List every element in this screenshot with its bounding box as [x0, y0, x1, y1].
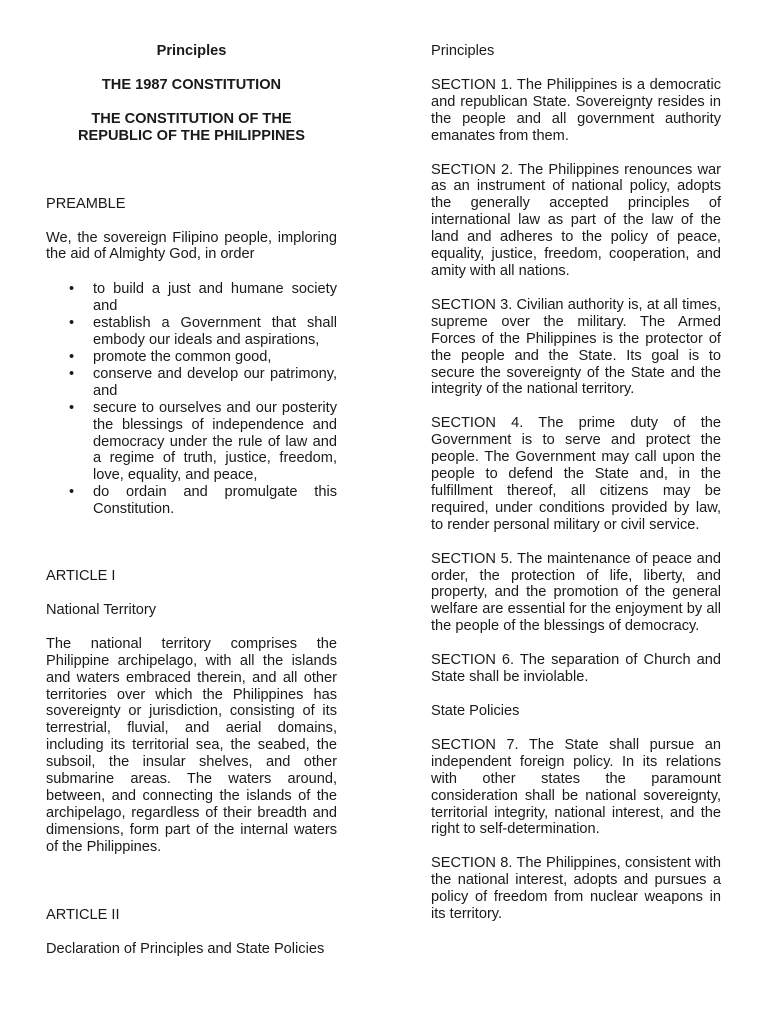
- section-7: SECTION 7. The State shall pursue an independent foreign policy. In its relations with other states the paramount consideration shall be national sovereignty, territorial integrity, national interest, and the right to self-determination.: [431, 736, 721, 838]
- list-item: [46, 366, 337, 400]
- article-1-title: National Territory: [46, 601, 157, 618]
- right-column: [431, 43, 721, 923]
- bullet-icon: •: [69, 315, 75, 332]
- document-title: THE 1987 CONSTITUTION: [101, 76, 282, 93]
- state-policies-heading: State Policies: [431, 703, 520, 719]
- left-column: [46, 43, 337, 957]
- section-8: SECTION 8. The Philippines, consistent with the national interest, adopts and pursues a policy of freedom from nuclear weapons in its territory.: [431, 855, 721, 923]
- article-2-title: Declaration of Principles and State Policies: [46, 940, 325, 957]
- article-1-text: The national territory comprises the Philippine archipelago, with all the islands and waters embraced therein, and all other territories over which the Philippines has sovereignty or jurisdiction, consisting of its terrestrial, fluvial, and aerial domains, including its territorial sea, the seabed, the subsoil, the insular shelves, and other submarine areas. The waters around, between, and connecting the islands of the archipelago, regardless of their breadth and dimensions, form part of the internal waters of the Philippines.: [46, 635, 337, 855]
- article-2-heading: ARTICLE II: [46, 906, 120, 923]
- preamble-list: [46, 281, 337, 518]
- bullet-icon: •: [69, 348, 75, 365]
- preamble-intro: We, the sovereign Filipino people, imploring the aid of Almighty God, in order: [46, 229, 337, 263]
- article-1-heading: ARTICLE I: [46, 568, 116, 585]
- header-principles: Principles: [156, 43, 227, 59]
- list-item-text: do ordain and promulgate this Constitution.: [93, 484, 337, 518]
- principles-heading: Principles: [431, 43, 495, 59]
- list-item: [46, 484, 337, 518]
- list-item-text: establish a Government that shall embody our ideals and aspirations,: [93, 315, 337, 349]
- document-subtitle: THE CONSTITUTION OF THE REPUBLIC OF THE PHILIPPINES: [77, 110, 306, 144]
- section-1: SECTION 1. The Philippines is a democratic and republican State. Sovereignty resides in the people and all government authority emanates from them.: [431, 76, 721, 144]
- section-4: SECTION 4. The prime duty of the Government is to serve and protect the people. The Government may call upon the people to defend the State and, in the fulfillment thereof, all citizens may be required, under conditions provided by law, to render personal military or civil service.: [431, 415, 721, 533]
- list-item-text: conserve and develop our patrimony, and: [93, 365, 337, 399]
- list-item: [46, 315, 337, 349]
- section-5: SECTION 5. The maintenance of peace and order, the protection of life, liberty, and property, and the promotion of the general welfare are essential for the enjoyment by all the people of the blessings of democracy.: [431, 550, 721, 635]
- section-6: SECTION 6. The separation of Church and State shall be inviolable.: [431, 652, 721, 686]
- bullet-icon: •: [69, 484, 75, 501]
- preamble-heading: PREAMBLE: [46, 195, 126, 212]
- list-item: [46, 400, 337, 485]
- section-3: SECTION 3. Civilian authority is, at all times, supreme over the military. The Armed Forces of the Philippines is the protector of the people and the State. Its goal is to secure the sovereignty of the State and the integrity of the national territory.: [431, 296, 721, 398]
- list-item: [46, 349, 337, 366]
- list-item-text: secure to ourselves and our posterity the blessings of independence and democracy under the rule of law and a regime of truth, justice, freedom, love, equality, and peace,: [93, 399, 337, 484]
- list-item-text: promote the common good,: [93, 348, 272, 365]
- section-2: SECTION 2. The Philippines renounces war as an instrument of national policy, adopts the generally accepted principles of international law as part of the law of the land and adheres to the policy of peace, equality, justice, freedom, cooperation, and amity with all nations.: [431, 161, 721, 279]
- bullet-icon: •: [69, 365, 75, 382]
- bullet-icon: •: [69, 281, 75, 298]
- list-item-text: to build a just and humane society and: [93, 281, 337, 315]
- bullet-icon: •: [69, 399, 75, 416]
- list-item: [46, 281, 337, 315]
